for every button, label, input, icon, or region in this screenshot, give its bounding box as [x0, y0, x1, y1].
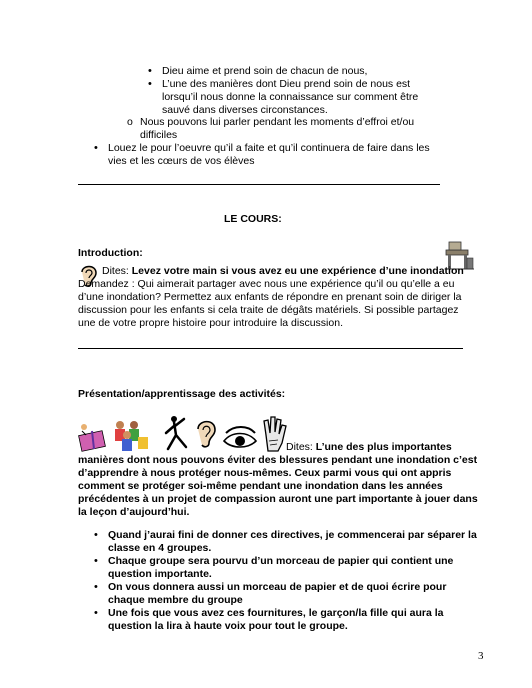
list-item: Quand j’aurai fini de donner ces directives, je commencerai par séparer la classe en 4 groupes. — [108, 529, 477, 554]
divider — [78, 184, 440, 185]
page-number: 3 — [478, 650, 484, 662]
bullet-marker: • — [94, 142, 98, 154]
bullet-marker: • — [94, 529, 98, 541]
divider — [78, 348, 463, 349]
bullet-marker: • — [148, 65, 152, 77]
o-item: Nous pouvons lui parler pendant les moments d’effroi et/ou difficiles — [140, 116, 415, 141]
introduction-paragraph — [78, 265, 466, 330]
dites-label: Dites: — [102, 265, 129, 277]
bullet-marker: • — [148, 78, 152, 90]
bullet-marker: • — [94, 555, 98, 567]
introduction-heading: Introduction: — [78, 247, 143, 259]
o-marker: o — [127, 116, 133, 128]
sub-bullet: Dieu aime et prend soin de chacun de nous, — [162, 65, 368, 77]
list-item: On vous donnera aussi un morceau de papier et de quoi écrire pour chaque membre du groupe — [108, 581, 447, 606]
list-item: Chaque groupe sera pourvu d’un morceau de papier qui contient une question importante. — [108, 555, 454, 580]
main-bullet: Louez le pour l’oeuvre qu’il a faite et qu’il continuera de faire dans les vies et les cœurs de vos élèves — [108, 142, 430, 167]
introduction-bold-text: Levez votre main si vous avez eu une expérience d’une inondation — [131, 265, 464, 277]
presentation-paragraph — [78, 441, 478, 519]
introduction-normal-text: Demandez : Qui aimerait partager avec nous une expérience qu’il ou qu’elle a eu d’une inondation? Permettez aux enfants de répondre en prenant soin de diriger la discussion pour les enfants si cela traite de dégâts matériels. Si possible partagez une de votre propre histoire pour introduire la discussion. — [78, 278, 462, 329]
presentation-bold-text: L’une des plus importantes manières dont nous pouvons éviter des blessures pendant une inondation c’est d’apprendre à nous protéger nous-mêmes. Ceux parmi vous qui ont appris comment se protéger soi-même pendant une inondation dans les années précédentes à un projet de compassion auront une part importante à jouer dans la leçon d’aujourd’hui. — [78, 441, 478, 518]
list-item: Une fois que vous avez ces fournitures, le garçon/la fille qui aura la question la lira à haute voix pour tout le groupe. — [108, 607, 444, 632]
section-title: LE COURS: — [224, 213, 282, 225]
presentation-heading: Présentation/apprentissage des activités: — [78, 388, 286, 400]
bullet-marker: • — [94, 581, 98, 593]
dites-label: Dites: — [286, 441, 313, 453]
bullet-marker: • — [94, 607, 98, 619]
sub-bullet: L’une des manières dont Dieu prend soin de nous est lorsqu’il nous donne la connaissance sur comment être sauvé dans diverses circonstances. — [162, 78, 419, 116]
